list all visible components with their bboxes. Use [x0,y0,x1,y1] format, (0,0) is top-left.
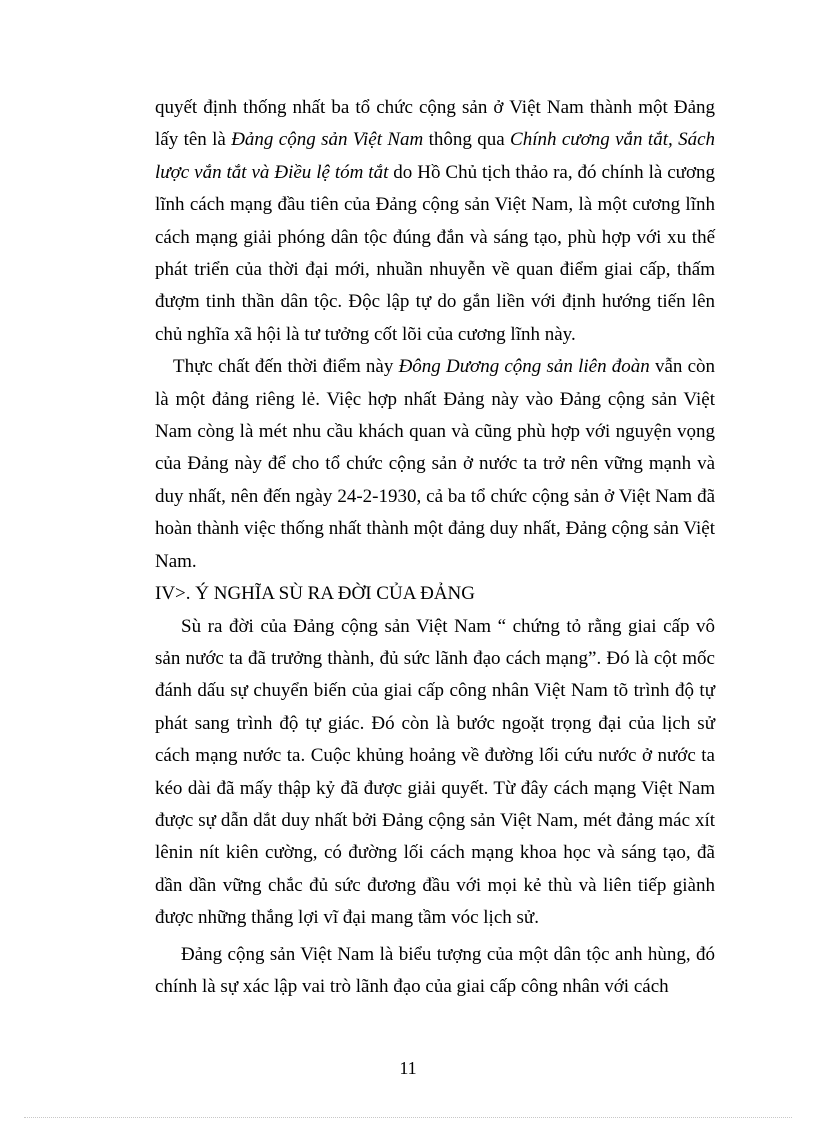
paragraph-founding-decision [155,92,715,351]
page-bottom-divider [24,1117,792,1118]
paragraph-unification [155,351,715,578]
section-heading: IV>. Ý NGHĨA SÙ RA ĐỜI CỦA ĐẢNG [155,583,476,605]
text-run: thông qua [423,129,511,151]
paragraph-significance: Sù ra đời của Đảng cộng sản Việt Nam “ chứng tỏ rằng giai cấp vô sản nước ta đã trưởng thành, đủ sức lãnh đạo cách mạng”. Đó là cột mốc đánh dấu sự chuyển biến của giai cấp công nhân Việt Nam tõ trình độ tự phát sang trình độ tự giác. Đó còn là bước ngoặt trọng đại của lịch sử cách mạng nước ta. Cuộc khủng hoảng về đường lối cứu nước ở nước ta kéo dài đã mấy thập kỷ đã được giải quyết. Từ đây cách mạng Việt Nam được sự dẫn dắt duy nhất bởi Đảng cộng sản Việt Nam, mét đảng mác xít lênin nít kiên cường, có đường lối cách mạng khoa học và sáng tạo, đã dần dần vững chắc đủ sức đương đầu với mọi kẻ thù và liên tiếp giành được những thắng lợi vĩ đại mang tầm vóc lịch sử. [155,615,715,929]
italic-league-name: Đông Dương cộng sản liên đoàn [398,356,650,378]
page-number: 11 [399,1058,417,1078]
text-run: Thực chất đến thời điểm này [173,356,399,378]
text-run: vẫn còn là một đảng riêng lẻ. Việc hợp nhất Đảng này vào Đảng cộng sản Việt Nam còng là mét nhu cầu khách quan và cũng phù hợp với nguyện vọng của Đảng này để cho tổ chức cộng sản ở nước ta trở nên vững mạnh và duy nhất, nên đến ngày 24-2-1930, cả ba tổ chức cộng sản ở Việt Nam đã hoàn thành việc thống nhất thành một đảng duy nhất, Đảng cộng sản Việt Nam. [155,356,716,572]
italic-documents-names: Chính cương vắn tắt, Sách lược vắn tắt và Điều lệ tóm tắt [155,129,716,183]
italic-party-name: Đảng cộng sản Việt Nam [231,129,424,151]
paragraph-symbol: Đảng cộng sản Việt Nam là biểu tượng của một dân tộc anh hùng, đó chính là sự xác lập vai trò lãnh đạo của giai cấp công nhân với cách [155,943,715,997]
text-run: do Hồ Chủ tịch thảo ra, đó chính là cương lĩnh cách mạng đầu tiên của Đảng cộng sản Việt Nam, là một cương lĩnh cách mạng giải phóng dân tộc đúng đắn và sáng tạo, phù hợp với xu thế phát triển của thời đại mới, nhuần nhuyễn về quan điểm giai cấp, thấm đượm tinh thần dân tộc. Độc lập tự do gắn liền với định hướng tiến lên chủ nghĩa xã hội là tư tưởng cốt lõi của cương lĩnh này. [155,161,716,345]
page-body [155,92,715,1003]
text-run: quyết định thống nhất ba tổ chức cộng sản ở Việt Nam thành một Đảng lấy tên là [155,97,715,151]
